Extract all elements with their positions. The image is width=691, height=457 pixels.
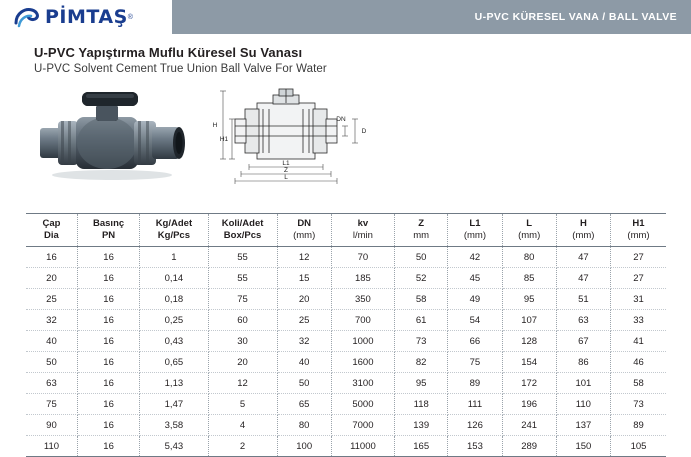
cell-z: 118	[395, 394, 448, 415]
header-h1-unit: (mm)	[627, 230, 650, 241]
header-h	[556, 214, 610, 247]
header-title-text: U-PVC KÜRESEL VANA / BALL VALVE	[474, 11, 677, 23]
cell-dn: 15	[277, 268, 331, 289]
header-dn	[277, 214, 331, 247]
cell-dn: 100	[277, 436, 331, 457]
cell-kg: 0,43	[140, 331, 208, 352]
cell-kv: 700	[331, 310, 394, 331]
cell-l: 172	[502, 373, 556, 394]
dim-label-H: H	[212, 122, 218, 129]
header-h-unit: (mm)	[572, 230, 595, 241]
cell-l: 128	[502, 331, 556, 352]
cell-h1: 27	[610, 268, 666, 289]
cell-h: 67	[556, 331, 610, 352]
cell-kg: 5,43	[140, 436, 208, 457]
cell-z: 50	[395, 247, 448, 268]
cell-l1: 111	[448, 394, 502, 415]
cell-dn: 80	[277, 415, 331, 436]
header-z-line1: Z	[418, 218, 425, 230]
dim-label-DN: DN	[336, 116, 346, 123]
header-l1-line1: L1	[469, 218, 481, 230]
cell-z: 61	[395, 310, 448, 331]
cell-kv: 11000	[331, 436, 394, 457]
header-dn-line1: DN	[297, 218, 312, 230]
cell-kv: 350	[331, 289, 394, 310]
cell-l1: 126	[448, 415, 502, 436]
cell-dn: 20	[277, 289, 331, 310]
cell-kg: 1,13	[140, 373, 208, 394]
product-title-en: U-PVC Solvent Cement True Union Ball Valve For Water	[34, 63, 327, 75]
cell-box: 12	[208, 373, 277, 394]
header-kv-line1: kv	[357, 218, 369, 230]
cell-kv: 3100	[331, 373, 394, 394]
cell-pn: 16	[77, 310, 139, 331]
cell-kv: 70	[331, 247, 394, 268]
header-box-line2: Box/Pcs	[223, 230, 262, 241]
brand-name: PİMTAŞ	[45, 6, 128, 28]
cell-dia: 20	[26, 268, 77, 289]
header-dia	[26, 214, 77, 247]
cell-pn: 16	[77, 289, 139, 310]
cell-z: 165	[395, 436, 448, 457]
table-header-row	[26, 214, 666, 247]
cell-pn: 16	[77, 352, 139, 373]
cell-z: 139	[395, 415, 448, 436]
cell-pn: 16	[77, 247, 139, 268]
header-dia-line1: Çap	[42, 218, 61, 230]
cell-pn: 16	[77, 415, 139, 436]
ball-valve-photo	[34, 81, 202, 185]
cell-h1: 27	[610, 247, 666, 268]
figure-area	[0, 81, 691, 189]
header-box-line1: Koli/Adet	[221, 218, 264, 230]
cell-dn: 50	[277, 373, 331, 394]
cell-h1: 73	[610, 394, 666, 415]
table-row	[26, 289, 666, 310]
header-l-unit: (mm)	[518, 230, 541, 241]
header-l-line1: L	[526, 218, 533, 230]
swirl-logo-icon	[14, 6, 40, 28]
cell-box: 5	[208, 394, 277, 415]
header-h1-line1: H1	[632, 218, 645, 230]
header-box-per-pcs	[208, 214, 277, 247]
cell-dia: 40	[26, 331, 77, 352]
header-kv-unit: l/min	[352, 230, 373, 241]
cell-kv: 1600	[331, 352, 394, 373]
cell-pn: 16	[77, 373, 139, 394]
dim-label-D: D	[361, 128, 367, 135]
table-row	[26, 436, 666, 457]
table-row	[26, 394, 666, 415]
cell-kg: 0,25	[140, 310, 208, 331]
cell-dia: 90	[26, 415, 77, 436]
cell-kg: 0,14	[140, 268, 208, 289]
header-kv	[331, 214, 394, 247]
cell-dn: 25	[277, 310, 331, 331]
technical-drawing	[205, 81, 395, 185]
cell-kg: 0,65	[140, 352, 208, 373]
cell-l1: 66	[448, 331, 502, 352]
table-row	[26, 310, 666, 331]
page-header	[0, 0, 691, 34]
cell-dia: 50	[26, 352, 77, 373]
cell-kv: 185	[331, 268, 394, 289]
cell-h: 51	[556, 289, 610, 310]
brand-logo	[0, 0, 172, 34]
header-h-line1: H	[579, 218, 587, 230]
header-l	[502, 214, 556, 247]
header-l1-unit: (mm)	[463, 230, 487, 241]
dim-label-L1: L1	[282, 160, 290, 167]
cell-h: 86	[556, 352, 610, 373]
cell-h1: 33	[610, 310, 666, 331]
cell-box: 55	[208, 268, 277, 289]
cell-pn: 16	[77, 268, 139, 289]
cell-l1: 153	[448, 436, 502, 457]
specifications-table-wrapper	[26, 213, 666, 457]
table-row	[26, 415, 666, 436]
header-l1	[448, 214, 502, 247]
cell-dn: 12	[277, 247, 331, 268]
cell-l: 107	[502, 310, 556, 331]
header-z	[395, 214, 448, 247]
cell-l1: 54	[448, 310, 502, 331]
cell-l: 154	[502, 352, 556, 373]
cell-kg: 1	[140, 247, 208, 268]
cell-dia: 110	[26, 436, 77, 457]
product-title-tr: U-PVC Yapıştırma Muflu Küresel Su Vanası	[34, 45, 303, 60]
cell-kg: 1,47	[140, 394, 208, 415]
cell-h: 150	[556, 436, 610, 457]
cell-box: 60	[208, 310, 277, 331]
table-row	[26, 331, 666, 352]
header-pn-line2: PN	[101, 230, 116, 241]
header-title-bar	[172, 0, 691, 34]
product-titles	[0, 34, 691, 75]
table-row	[26, 373, 666, 394]
cell-h1: 58	[610, 373, 666, 394]
cell-l: 196	[502, 394, 556, 415]
cell-kv: 5000	[331, 394, 394, 415]
cell-dia: 25	[26, 289, 77, 310]
cell-l: 289	[502, 436, 556, 457]
header-kg-line1: Kg/Adet	[155, 218, 193, 230]
cell-h: 63	[556, 310, 610, 331]
cell-l: 80	[502, 247, 556, 268]
cell-h1: 41	[610, 331, 666, 352]
cell-dia: 75	[26, 394, 77, 415]
cell-dia: 32	[26, 310, 77, 331]
cell-h: 110	[556, 394, 610, 415]
table-row	[26, 268, 666, 289]
cell-l1: 42	[448, 247, 502, 268]
cell-dn: 32	[277, 331, 331, 352]
cell-h1: 105	[610, 436, 666, 457]
cell-dn: 40	[277, 352, 331, 373]
cell-dia: 63	[26, 373, 77, 394]
cell-dia: 16	[26, 247, 77, 268]
cell-z: 52	[395, 268, 448, 289]
cell-pn: 16	[77, 436, 139, 457]
cell-box: 55	[208, 247, 277, 268]
cell-l1: 45	[448, 268, 502, 289]
header-kg-per-pcs	[140, 214, 208, 247]
cell-l1: 75	[448, 352, 502, 373]
cell-l1: 49	[448, 289, 502, 310]
dim-label-L: L	[284, 174, 288, 181]
header-z-unit: mm	[413, 230, 430, 241]
cell-z: 95	[395, 373, 448, 394]
specifications-table	[26, 213, 666, 457]
cell-h: 137	[556, 415, 610, 436]
cell-h1: 46	[610, 352, 666, 373]
cell-z: 73	[395, 331, 448, 352]
cell-h1: 31	[610, 289, 666, 310]
cell-l: 241	[502, 415, 556, 436]
cell-box: 75	[208, 289, 277, 310]
table-row	[26, 352, 666, 373]
cell-h: 47	[556, 268, 610, 289]
cell-box: 4	[208, 415, 277, 436]
cell-kv: 7000	[331, 415, 394, 436]
cell-h: 47	[556, 247, 610, 268]
registered-mark: ®	[127, 13, 133, 21]
cell-kg: 0,18	[140, 289, 208, 310]
cell-kv: 1000	[331, 331, 394, 352]
cell-dn: 65	[277, 394, 331, 415]
cell-h1: 89	[610, 415, 666, 436]
table-row	[26, 247, 666, 268]
dim-label-Z: Z	[284, 167, 288, 174]
header-pn	[77, 214, 139, 247]
cell-l: 95	[502, 289, 556, 310]
header-h1	[610, 214, 666, 247]
header-pn-line1: Basınç	[93, 218, 125, 230]
header-kg-line2: Kg/Pcs	[157, 230, 190, 241]
cell-box: 30	[208, 331, 277, 352]
cell-h: 101	[556, 373, 610, 394]
table-body	[26, 247, 666, 457]
cell-z: 58	[395, 289, 448, 310]
header-dn-unit: (mm)	[293, 230, 316, 241]
cell-pn: 16	[77, 394, 139, 415]
header-dia-line2: Dia	[44, 230, 59, 241]
cell-box: 20	[208, 352, 277, 373]
dim-label-H1: H1	[219, 136, 229, 143]
cell-l1: 89	[448, 373, 502, 394]
table-head	[26, 214, 666, 247]
cell-kg: 3,58	[140, 415, 208, 436]
cell-box: 2	[208, 436, 277, 457]
cell-z: 82	[395, 352, 448, 373]
cell-l: 85	[502, 268, 556, 289]
cell-pn: 16	[77, 331, 139, 352]
